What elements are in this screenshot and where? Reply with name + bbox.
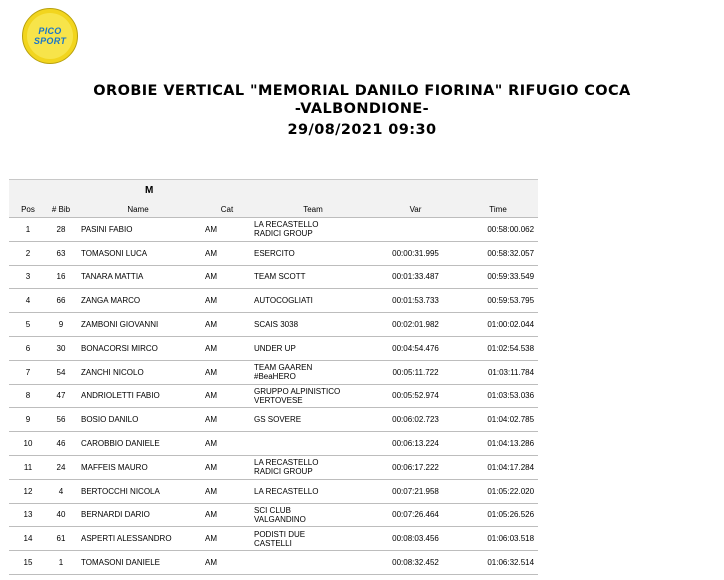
cell-bib: 61 bbox=[47, 527, 75, 551]
cell-time: 01:04:02.785 bbox=[458, 408, 538, 432]
cell-var: 00:08:03.456 bbox=[373, 527, 458, 551]
cell-cat: AM bbox=[201, 455, 253, 479]
cell-team: LA RECASTELLO RADICI GROUP bbox=[253, 218, 373, 242]
cell-pos: 4 bbox=[9, 289, 47, 313]
cell-cat: AM bbox=[201, 360, 253, 384]
cell-pos: 3 bbox=[9, 265, 47, 289]
cell-name: TOMASONI LUCA bbox=[75, 241, 201, 265]
table-row bbox=[9, 479, 538, 503]
cell-cat: AM bbox=[201, 384, 253, 408]
cell-name: ZAMBONI GIOVANNI bbox=[75, 313, 201, 337]
cell-pos: 9 bbox=[9, 408, 47, 432]
cell-var: 00:04:54.476 bbox=[373, 336, 458, 360]
table-row bbox=[9, 408, 538, 432]
cell-cat: AM bbox=[201, 551, 253, 575]
logo-text-bottom: SPORT bbox=[33, 36, 67, 46]
cell-bib: 16 bbox=[47, 265, 75, 289]
cell-pos: 6 bbox=[9, 336, 47, 360]
table-row bbox=[9, 527, 538, 551]
table-row bbox=[9, 265, 538, 289]
cell-bib: 1 bbox=[47, 551, 75, 575]
cell-var: 00:05:11.722 bbox=[373, 360, 458, 384]
cell-var bbox=[373, 218, 458, 242]
cell-var: 00:06:02.723 bbox=[373, 408, 458, 432]
cell-team: UNDER UP bbox=[253, 336, 373, 360]
cell-bib: 28 bbox=[47, 218, 75, 242]
cell-time: 00:58:32.057 bbox=[458, 241, 538, 265]
cell-bib: 9 bbox=[47, 313, 75, 337]
cell-name: CAROBBIO DANIELE bbox=[75, 432, 201, 456]
cell-team: GRUPPO ALPINISTICO VERTOVESE bbox=[253, 384, 373, 408]
column-header-time: Time bbox=[458, 202, 538, 218]
column-header-pos: Pos bbox=[9, 202, 47, 218]
cell-pos: 1 bbox=[9, 218, 47, 242]
cell-pos: 7 bbox=[9, 360, 47, 384]
cell-name: TOMASONI DANIELE bbox=[75, 551, 201, 575]
cell-pos: 5 bbox=[9, 313, 47, 337]
cell-team: PODISTI DUE CASTELLI bbox=[253, 527, 373, 551]
results-body bbox=[9, 218, 538, 575]
category-group-row bbox=[9, 180, 538, 202]
cell-name: BOSIO DANILO bbox=[75, 408, 201, 432]
cell-time: 01:03:53.036 bbox=[458, 384, 538, 408]
logo-inner bbox=[27, 13, 73, 59]
cell-team: AUTOCOGLIATI bbox=[253, 289, 373, 313]
cell-pos: 12 bbox=[9, 479, 47, 503]
cell-cat: AM bbox=[201, 289, 253, 313]
results-table bbox=[9, 179, 538, 575]
cell-bib: 46 bbox=[47, 432, 75, 456]
column-header-bib: # Bib bbox=[47, 202, 75, 218]
cell-name: BERNARDI DARIO bbox=[75, 503, 201, 527]
cell-name: TANARA MATTIA bbox=[75, 265, 201, 289]
cell-var: 00:06:17.222 bbox=[373, 455, 458, 479]
cell-pos: 13 bbox=[9, 503, 47, 527]
cell-cat: AM bbox=[201, 336, 253, 360]
cell-var: 00:01:53.733 bbox=[373, 289, 458, 313]
table-row bbox=[9, 503, 538, 527]
cell-cat: AM bbox=[201, 503, 253, 527]
cell-time: 01:04:13.286 bbox=[458, 432, 538, 456]
cell-var: 00:01:33.487 bbox=[373, 265, 458, 289]
cell-cat: AM bbox=[201, 241, 253, 265]
cell-pos: 15 bbox=[9, 551, 47, 575]
cell-name: ZANCHI NICOLO bbox=[75, 360, 201, 384]
cell-team bbox=[253, 551, 373, 575]
cell-name: ZANGA MARCO bbox=[75, 289, 201, 313]
cell-pos: 2 bbox=[9, 241, 47, 265]
cell-var: 00:05:52.974 bbox=[373, 384, 458, 408]
cell-time: 01:05:22.020 bbox=[458, 479, 538, 503]
cell-bib: 63 bbox=[47, 241, 75, 265]
table-row bbox=[9, 384, 538, 408]
cell-bib: 56 bbox=[47, 408, 75, 432]
cell-team: SCAIS 3038 bbox=[253, 313, 373, 337]
cell-team bbox=[253, 432, 373, 456]
table-row bbox=[9, 360, 538, 384]
cell-bib: 40 bbox=[47, 503, 75, 527]
cell-pos: 8 bbox=[9, 384, 47, 408]
cell-time: 01:04:17.284 bbox=[458, 455, 538, 479]
column-header-var: Var bbox=[373, 202, 458, 218]
event-location: -VALBONDIONE- bbox=[294, 101, 430, 117]
cell-name: PASINI FABIO bbox=[75, 218, 201, 242]
cell-time: 01:00:02.044 bbox=[458, 313, 538, 337]
event-date-time: 29/08/2021 09:30 bbox=[287, 122, 437, 138]
cell-cat: AM bbox=[201, 527, 253, 551]
cell-cat: AM bbox=[201, 313, 253, 337]
cell-time: 01:06:32.514 bbox=[458, 551, 538, 575]
cell-name: MAFFEIS MAURO bbox=[75, 455, 201, 479]
cell-name: BONACORSI MIRCO bbox=[75, 336, 201, 360]
cell-time: 00:59:33.549 bbox=[458, 265, 538, 289]
cell-name: BERTOCCHI NICOLA bbox=[75, 479, 201, 503]
cell-bib: 54 bbox=[47, 360, 75, 384]
cell-var: 00:02:01.982 bbox=[373, 313, 458, 337]
table-row bbox=[9, 336, 538, 360]
cell-cat: AM bbox=[201, 218, 253, 242]
cell-var: 00:00:31.995 bbox=[373, 241, 458, 265]
column-header-row bbox=[9, 202, 538, 218]
event-title: OROBIE VERTICAL "MEMORIAL DANILO FIORINA" RIFUGIO COCA bbox=[93, 83, 631, 99]
cell-team: TEAM GAAREN #BeaHERO bbox=[253, 360, 373, 384]
cell-team: LA RECASTELLO bbox=[253, 479, 373, 503]
table-row bbox=[9, 289, 538, 313]
cell-time: 00:59:53.795 bbox=[458, 289, 538, 313]
cell-bib: 66 bbox=[47, 289, 75, 313]
cell-var: 00:07:21.958 bbox=[373, 479, 458, 503]
cell-time: 01:06:03.518 bbox=[458, 527, 538, 551]
cell-pos: 10 bbox=[9, 432, 47, 456]
cell-time: 01:03:11.784 bbox=[458, 360, 538, 384]
cell-name: ASPERTI ALESSANDRO bbox=[75, 527, 201, 551]
cell-cat: AM bbox=[201, 408, 253, 432]
table-row bbox=[9, 551, 538, 575]
cell-time: 00:58:00.062 bbox=[458, 218, 538, 242]
cell-pos: 14 bbox=[9, 527, 47, 551]
cell-bib: 4 bbox=[47, 479, 75, 503]
cell-bib: 30 bbox=[47, 336, 75, 360]
cell-pos: 11 bbox=[9, 455, 47, 479]
cell-var: 00:07:26.464 bbox=[373, 503, 458, 527]
cell-cat: AM bbox=[201, 479, 253, 503]
cell-team: ESERCITO bbox=[253, 241, 373, 265]
cell-team: GS SOVERE bbox=[253, 408, 373, 432]
cell-var: 00:06:13.224 bbox=[373, 432, 458, 456]
table-row bbox=[9, 218, 538, 242]
table-row bbox=[9, 241, 538, 265]
cell-team: LA RECASTELLO RADICI GROUP bbox=[253, 455, 373, 479]
cell-time: 01:02:54.538 bbox=[458, 336, 538, 360]
column-header-cat: Cat bbox=[201, 202, 253, 218]
table-row bbox=[9, 455, 538, 479]
logo-text-top: PICO bbox=[38, 26, 62, 36]
table-row bbox=[9, 313, 538, 337]
table-row bbox=[9, 432, 538, 456]
cell-var: 00:08:32.452 bbox=[373, 551, 458, 575]
cell-cat: AM bbox=[201, 265, 253, 289]
category-group-label: M bbox=[9, 180, 538, 202]
cell-bib: 24 bbox=[47, 455, 75, 479]
cell-team: TEAM SCOTT bbox=[253, 265, 373, 289]
cell-time: 01:05:26.526 bbox=[458, 503, 538, 527]
cell-team: SCI CLUB VALGANDINO bbox=[253, 503, 373, 527]
cell-cat: AM bbox=[201, 432, 253, 456]
column-header-name: Name bbox=[75, 202, 201, 218]
pico-sport-logo bbox=[22, 8, 78, 64]
cell-name: ANDRIOLETTI FABIO bbox=[75, 384, 201, 408]
column-header-team: Team bbox=[253, 202, 373, 218]
cell-bib: 47 bbox=[47, 384, 75, 408]
